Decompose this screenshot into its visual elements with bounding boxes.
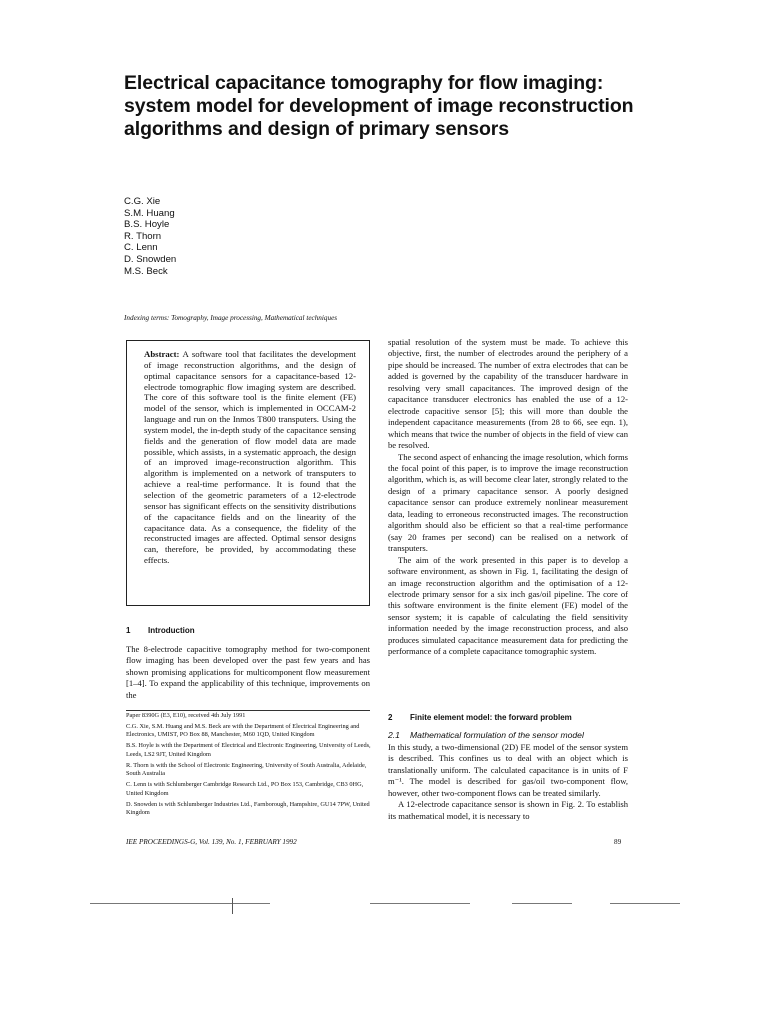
scan-line: [610, 903, 680, 904]
section-heading-finite-element-model: [388, 713, 572, 722]
paragraph: The 8-electrode capacitive tomography method for two-component flow imaging has been developed over the past few years and has shown promising applications for multicomponent flow measurement [1–4]. To expand the applicability of this technique, improvements on the: [126, 644, 370, 700]
abstract-text: A software tool that facilitates the development of image reconstruction algorithms, and the design of optimal capacitance sensors for a capacitance-based 12-electrode tomographic flow imaging system are described. The core of this software tool is the finite element (FE) model of the sensor, which is implemented in OCCAM-2 language and run on the Inmos T800 transputers. Using the system model, the in-depth study of the capacitance sensing fields and the generation of flow model data are made possible, which assists, in a systematic approach, the design of an improved image-reconstruction algorithm. This algorithm is implemented on a network of transputers to achieve a real-time performance. It is found that the selection of the geometric parameters of a 12-electrode sensor has significant effects on the sensitivity distributions of the capacitance fields and on the linearity of the capacitance data. As a consequence, the fidelity of the reconstructed images are affected. Optimal sensor designs can, therefore, be provided, by accommodating these effects.: [144, 349, 356, 566]
subsection-title: Mathematical formulation of the sensor model: [410, 730, 584, 740]
author: C.G. Xie: [124, 196, 161, 207]
scan-line: [370, 903, 470, 904]
author: S.M. Huang: [124, 207, 175, 219]
abstract: [144, 349, 356, 566]
subsection-heading: [388, 730, 584, 740]
paragraph: spatial resolution of the system must be made. To achieve this objective, first, the number of electrodes around the periphery of a pipe should be increased. The number of extra electrodes that can be added is governed by the capability of the transducer hardware in resolving very small capacitances. The improved design of the capacitance transducer electronics has enabled the use of a 12-electrode capacitive sensor [5]; this will more than double the independent capacitance measurements (from 28 to 66, see eqn. 1), which means that twice the number of objects in the field of view can be resolved.: [388, 337, 628, 451]
paragraph: A 12-electrode capacitance sensor is shown in Fig. 2. To establish its mathematical model, it is necessary to: [388, 799, 628, 821]
footnote: B.S. Hoyle is with the Department of Electrical and Electronic Engineering, University of Leeds, Leeds, LS2 9JT, United Kingdom: [126, 742, 371, 758]
author: R. Thorn: [124, 230, 162, 242]
footnote: Paper 8390G (E3, E10), received 4th July 1991: [126, 712, 246, 719]
section-title: Introduction: [148, 626, 195, 635]
section-2-1-text: [388, 742, 628, 822]
introduction-text: [126, 644, 370, 701]
author: D. Snowden: [124, 253, 177, 265]
author: M.S. Beck: [124, 265, 168, 277]
footnote: D. Snowden is with Schlumberger Industries Ltd., Farnborough, Hampshire, GU14 7PW, United Kingdom: [126, 800, 370, 817]
footnote-rule: [126, 710, 370, 711]
section-number: 2: [388, 713, 393, 722]
paragraph: The second aspect of enhancing the image resolution, which forms the focal point of this paper, is to improve the image reconstruction algorithm, which is, as will become clear later, strongly related to the design of a primary capacitance sensor. A poorly designed capacitance sensor can produce extremely nonlinear measurement data, leading to erroneous reconstructed images. The reconstruction algorithm should also be efficient so that a real-time performance (say 20 frames per second) can be realised on a network of transputers.: [388, 451, 628, 554]
subsection-number: 2.1: [388, 730, 400, 740]
page-number: 89: [614, 838, 622, 846]
section-number: 1: [126, 626, 131, 635]
abstract-label: Abstract:: [144, 349, 180, 359]
paragraph: In this study, a two-dimensional (2D) FE model of the sensor system is described. This confines us to deal with an object which is translationally uniform. The calculated capacitance is in units of F m⁻¹. The model is described for gas/oil two-component flow, however, other two-component flows can be treated similarly.: [388, 742, 628, 798]
paper-title: Electrical capacitance tomography for flow imaging: system model for development of image reconstruction algorithms and design of primary sensors: [124, 72, 634, 140]
footnotes: [126, 712, 376, 820]
scan-mark: [232, 898, 233, 914]
scan-line: [90, 903, 270, 904]
section-title: Finite element model: the forward problem: [410, 713, 572, 722]
footnote: R. Thorn is with the School of Electronic Engineering, University of South Australia, Adelaide, South Australia: [126, 761, 367, 778]
journal-reference: IEE PROCEEDINGS-G, Vol. 139, No. 1, FEBRUARY 1992: [126, 838, 297, 846]
footnote: C.G. Xie, S.M. Huang and M.S. Beck are with the Department of Electrical Engineering and Electronics, UMIST, PO Box 88, Manchester, M60 1QD, United Kingdom: [126, 723, 360, 739]
author: B.S. Hoyle: [124, 219, 170, 231]
scan-line: [512, 903, 572, 904]
section-heading-introduction: [126, 626, 195, 635]
footnote: C. Lenn is with Schlumberger Cambridge Research Ltd., PO Box 153, Cambridge, CB3 0HG, United Kingdom: [126, 781, 364, 797]
indexing-terms: Indexing terms: Tomography, Image processing, Mathematical techniques: [124, 314, 338, 322]
paragraph: The aim of the work presented in this paper is to develop a software environment, as shown in Fig. 1, facilitating the design of an image reconstruction algorithm and the optimisation of a 12-electrode primary sensor for a six inch gas/oil pipeline. The core of this software environment is the finite element (FE) model of the sensor system; it is capable of calculating the field sensitivity information needed by the image reconstruction process, and also produces simulated capacitance measurement data for predicting the performance of a complete capacitance tomographic system.: [388, 554, 628, 657]
author-list: [124, 196, 176, 277]
author: C. Lenn: [124, 242, 158, 254]
right-column-text: [388, 337, 628, 658]
